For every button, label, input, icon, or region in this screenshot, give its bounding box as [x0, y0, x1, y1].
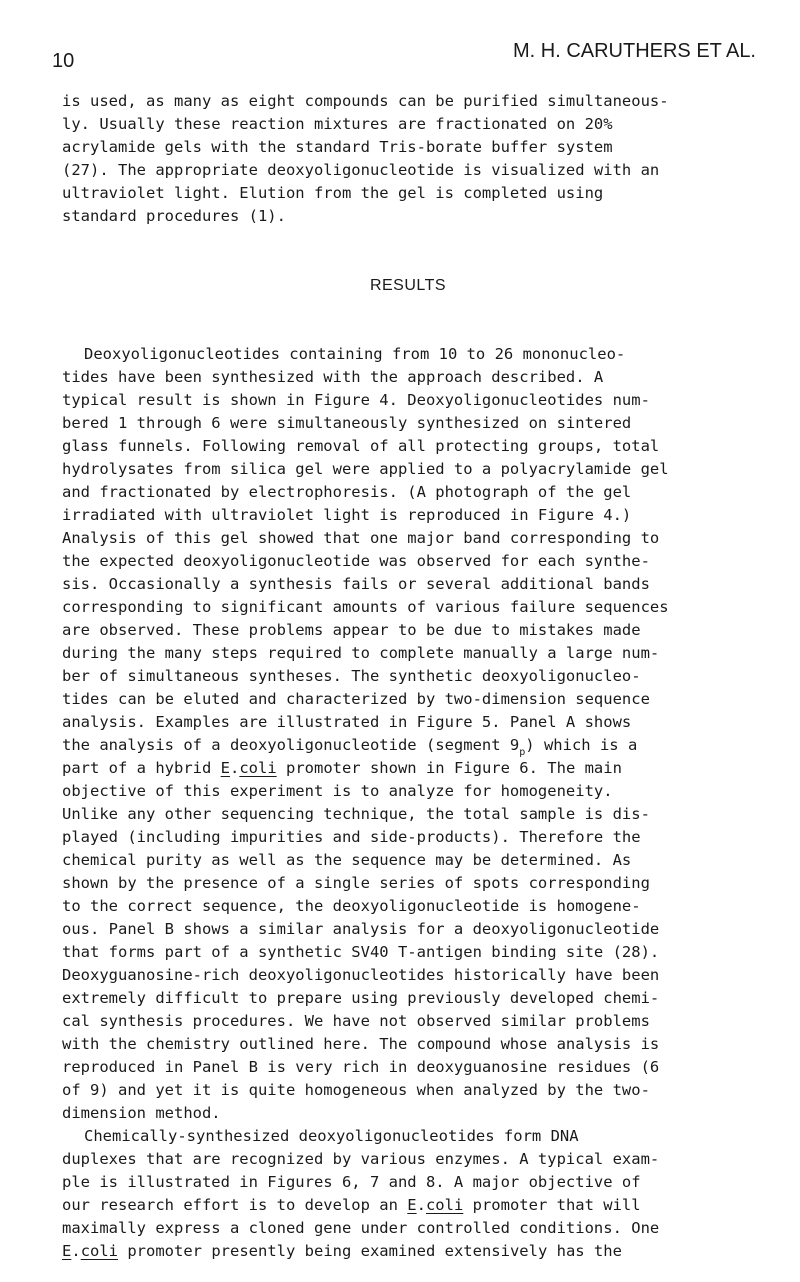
text-line: and fractionated by electrophoresis. (A photograph of the gel: [62, 483, 632, 501]
text-line: duplexes that are recognized by various enzymes. A typical exam-: [62, 1150, 660, 1168]
text-line: ber of simultaneous syntheses. The synthetic deoxyoligonucleo-: [62, 667, 641, 685]
text-line: Deoxyguanosine-rich deoxyoligonucleotides historically have been: [62, 966, 660, 984]
genus-abbrev: E: [407, 1196, 417, 1214]
text-line: irradiated with ultraviolet light is reproduced in Figure 4.): [62, 506, 632, 524]
segment-text: the analysis of a deoxyoligonucleotide (segment 9: [62, 736, 520, 754]
text-line: played (including impurities and side-products). Therefore the: [62, 828, 641, 846]
dot: .: [416, 1196, 426, 1214]
text-line: dimension method.: [62, 1104, 221, 1122]
text-line: of 9) and yet it is quite homogeneous when analyzed by the two-: [62, 1081, 650, 1099]
dot: .: [71, 1242, 81, 1260]
text-line-ecoli: [62, 1240, 754, 1263]
text-line: standard procedures (1).: [62, 207, 286, 225]
text-line-ecoli: [62, 757, 754, 780]
text-line: (27). The appropriate deoxyoligonucleotide is visualized with an: [62, 161, 660, 179]
text-line: Analysis of this gel showed that one major band corresponding to: [62, 529, 660, 547]
line-text: promoter shown in Figure 6. The main: [276, 759, 622, 777]
segment-text-after: ) which is a: [525, 736, 638, 754]
text-line: cal synthesis procedures. We have not observed similar problems: [62, 1012, 650, 1030]
line-text: promoter presently being examined extensively has the: [118, 1242, 622, 1260]
text-line: tides have been synthesized with the approach described. A: [62, 368, 604, 386]
line-text: part of a hybrid: [62, 759, 221, 777]
genus-abbrev: E: [62, 1242, 72, 1260]
dot: .: [229, 759, 240, 777]
text-line: to the correct sequence, the deoxyoligonucleotide is homogene-: [62, 897, 641, 915]
text-line: that forms part of a synthetic SV40 T-antigen binding site (28).: [62, 943, 660, 961]
line-text: our research effort is to develop an: [62, 1196, 408, 1214]
text-line: typical result is shown in Figure 4. Deoxyoligonucleotides num-: [62, 391, 650, 409]
text-line: corresponding to significant amounts of various failure sequences: [62, 598, 669, 616]
text-line: with the chemistry outlined here. The compound whose analysis is: [62, 1035, 660, 1053]
text-line: ple is illustrated in Figures 6, 7 and 8. A major objective of: [62, 1173, 641, 1191]
text-line: ultraviolet light. Elution from the gel is completed using: [62, 184, 604, 202]
text-line: glass funnels. Following removal of all protecting groups, total: [62, 437, 660, 455]
running-head: M. H. CARUTHERS ET AL.: [512, 40, 756, 62]
segment-subscript: p: [519, 747, 526, 758]
text-line: hydrolysates from silica gel were applied to a polyacrylamide gel: [62, 460, 669, 478]
text-line: Deoxyoligonucleotides containing from 10 to 26 mononucleo-: [84, 345, 626, 363]
body-text: [62, 90, 754, 1263]
text-line: is used, as many as eight compounds can be purified simultaneous-: [62, 92, 669, 110]
text-line: bered 1 through 6 were simultaneously synthesized on sintered: [62, 414, 632, 432]
text-line: sis. Occasionally a synthesis fails or several additional bands: [62, 575, 650, 593]
text-line: objective of this experiment is to analyze for homogeneity.: [62, 782, 613, 800]
species-name: coli: [80, 1242, 119, 1260]
paragraph-methods-end: [62, 90, 754, 228]
species-name: coli: [239, 759, 277, 777]
text-line: Unlike any other sequencing technique, the total sample is dis-: [62, 805, 650, 823]
text-line: ous. Panel B shows a similar analysis for a deoxyoligonucleotide: [62, 920, 660, 938]
text-line-ecoli: [62, 1194, 754, 1217]
species-name: coli: [425, 1196, 464, 1214]
text-line: during the many steps required to complete manually a large num-: [62, 644, 660, 662]
page-number: 10: [52, 50, 75, 72]
genus-abbrev: E: [220, 759, 230, 777]
text-line: analysis. Examples are illustrated in Figure 5. Panel A shows: [62, 713, 632, 731]
text-line: are observed. These problems appear to be due to mistakes made: [62, 621, 641, 639]
text-line: ly. Usually these reaction mixtures are fractionated on 20%: [62, 115, 613, 133]
text-line: shown by the presence of a single series of spots corresponding: [62, 874, 650, 892]
section-heading-row: [62, 274, 754, 297]
text-line: chemical purity as well as the sequence may be determined. As: [62, 851, 632, 869]
paragraph-duplexes: [62, 1125, 754, 1263]
text-line-segment: [62, 734, 754, 757]
text-line: the expected deoxyoligonucleotide was observed for each synthe-: [62, 552, 650, 570]
line-text: promoter that will: [463, 1196, 641, 1214]
text-line: extremely difficult to prepare using previously developed chemi-: [62, 989, 660, 1007]
section-heading: RESULTS: [369, 277, 447, 294]
text-line: tides can be eluted and characterized by two-dimension sequence: [62, 690, 650, 708]
text-line: reproduced in Panel B is very rich in deoxyguanosine residues (6: [62, 1058, 660, 1076]
text-line: Chemically-synthesized deoxyoligonucleotides form DNA: [84, 1127, 579, 1145]
text-line: acrylamide gels with the standard Tris-borate buffer system: [62, 138, 613, 156]
paragraph-results: [62, 343, 754, 1125]
text-line: maximally express a cloned gene under controlled conditions. One: [62, 1219, 660, 1237]
